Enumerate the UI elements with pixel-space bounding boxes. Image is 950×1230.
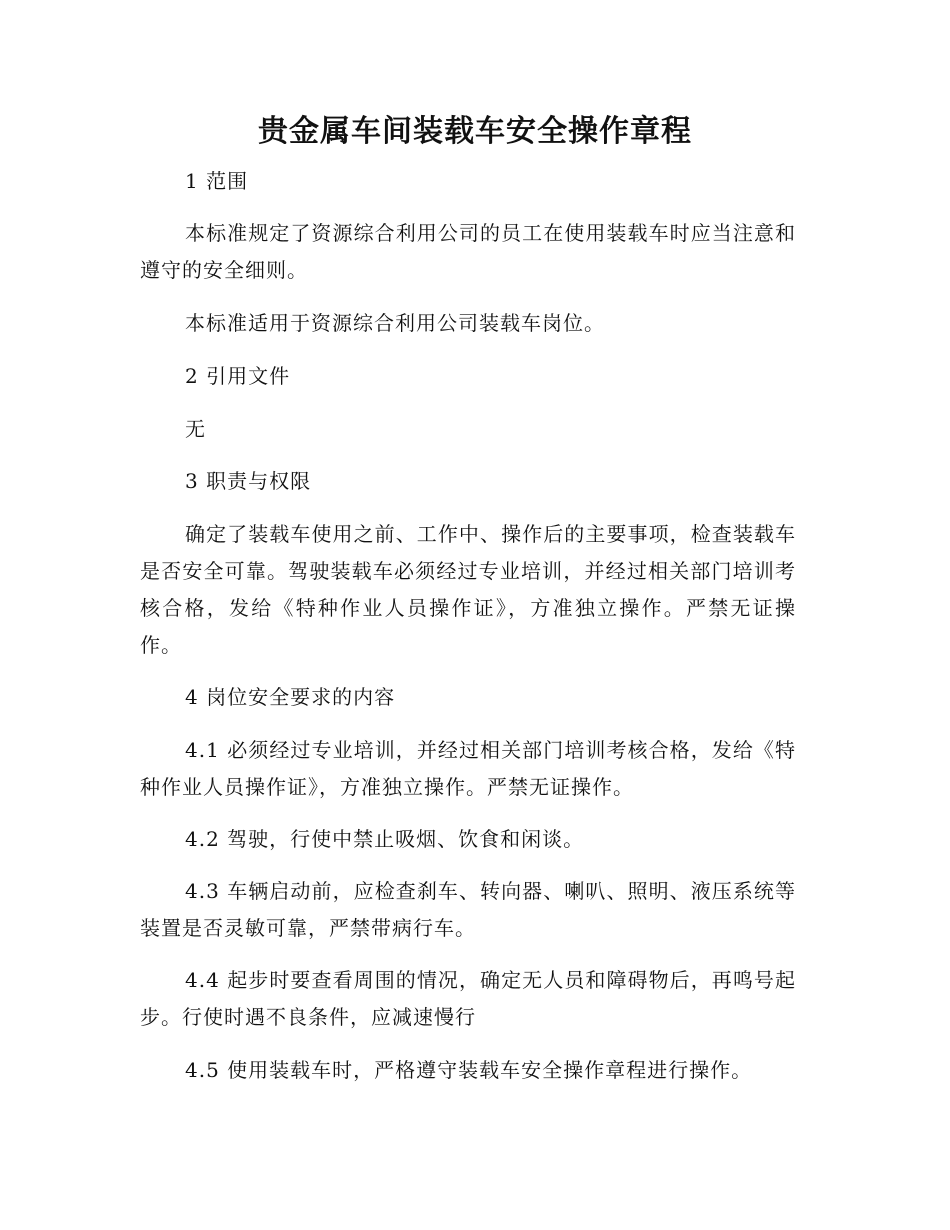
paragraph-responsibilities: 确定了装载车使用之前、工作中、操作后的主要事项，检查装载车是否安全可靠。驾驶装载车必须经过专业培训，并经过相关部门培训考核合格，发给《特种作业人员操作证》，方准独立操作。严禁无证操作。: [140, 522, 796, 657]
section-heading-requirements: 4 岗位安全要求的内容: [185, 685, 396, 709]
section-heading-responsibilities: 3 职责与权限: [185, 469, 312, 493]
paragraph-scope-definition: 本标准规定了资源综合利用公司的员工在使用装载车时应当注意和遵守的安全细则。: [140, 221, 796, 282]
requirement-item-4-5: 4.5 使用装载车时，严格遵守装载车安全操作章程进行操作。: [185, 1058, 753, 1082]
section-heading-scope: 1 范围: [185, 169, 249, 193]
section-heading-references: 2 引用文件: [185, 364, 291, 388]
requirement-item-4-1: 4.1 必须经过专业培训，并经过相关部门培训考核合格，发给《特种作业人员操作证》，方准独立操作。严禁无证操作。: [140, 738, 796, 799]
requirement-item-4-3: 4.3 车辆启动前，应检查刹车、转向器、喇叭、照明、液压系统等装置是否灵敏可靠，严禁带病行车。: [140, 879, 796, 940]
requirement-item-4-4: 4.4 起步时要查看周围的情况，确定无人员和障碍物后，再鸣号起步。行使时遇不良条件，应减速慢行: [140, 968, 796, 1029]
paragraph-references-none: 无: [185, 417, 206, 441]
document-title: 贵金属车间装载车安全操作章程: [258, 114, 692, 149]
paragraph-scope-applicability: 本标准适用于资源综合利用公司装载车岗位。: [185, 311, 605, 335]
requirement-item-4-2: 4.2 驾驶，行使中禁止吸烟、饮食和闲谈。: [185, 827, 585, 851]
